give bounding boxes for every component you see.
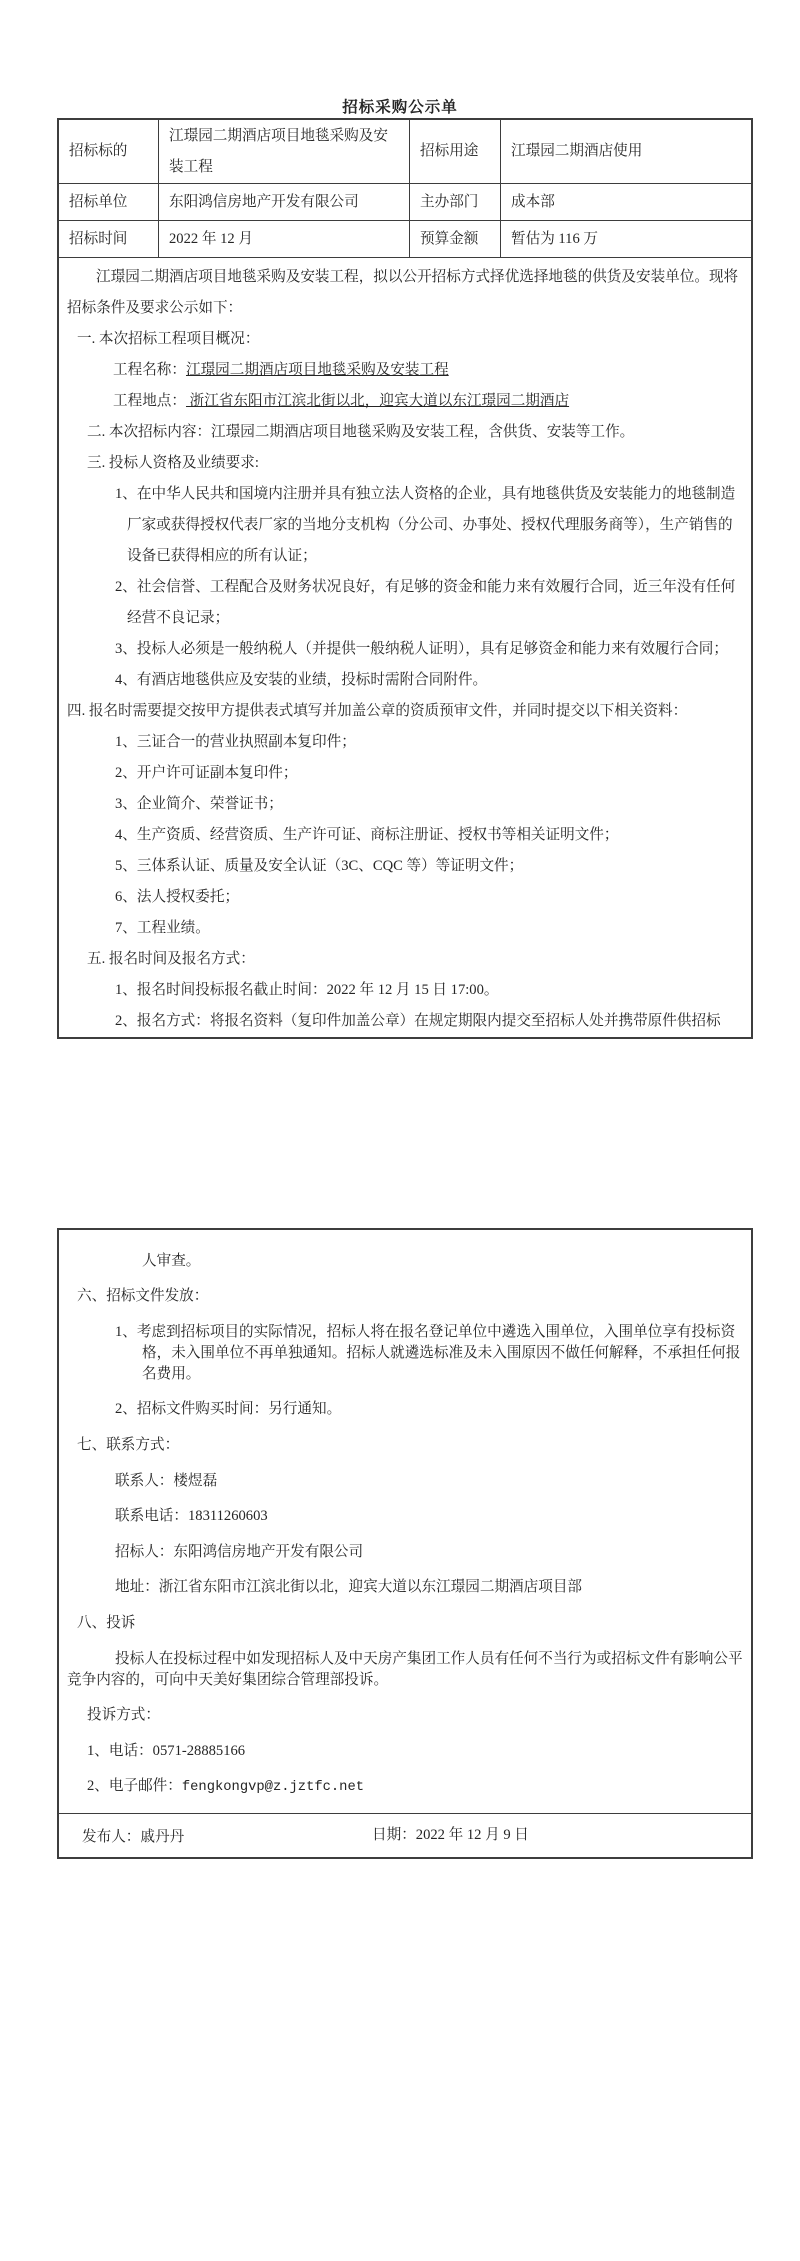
info-value-bid-time: 2022 年 12 月	[159, 221, 410, 257]
info-label-bid-time: 招标时间	[59, 221, 159, 257]
complaint-email-value: fengkongvp@z.jztfc.net	[181, 1780, 365, 1796]
complaint-email-line	[87, 1774, 743, 1795]
publisher-name: 发布人：戚丹丹	[82, 1829, 185, 1845]
info-label-bid-subject: 招标标的	[59, 120, 159, 183]
section-3-item: 3、投标人必须是一般纳税人（并提供一般纳税人证明），具有足够资金和能力来有效履行合同；	[115, 641, 728, 657]
info-value-bid-subject: 江璟园二期酒店项目地毯采购及安装工程	[159, 120, 410, 183]
section-4-item: 6、法人授权委托；	[115, 889, 240, 905]
publish-footer-row	[59, 1813, 751, 1857]
notice-body-page1	[59, 258, 751, 1037]
section-4-item: 3、企业简介、荣誉证书；	[115, 796, 283, 812]
document-title: 招标采购公示单	[342, 99, 458, 116]
section-4-item: 2、开户许可证副本复印件；	[115, 765, 298, 781]
continued-sentence: 人审查。	[142, 1252, 201, 1269]
info-value-bid-unit: 东阳鸿信房地产开发有限公司	[159, 184, 410, 220]
contact-phone-line: 联系电话：18311260603	[115, 1508, 268, 1525]
field-project-name-value: 江璟园二期酒店项目地毯采购及安装工程	[185, 362, 449, 378]
publish-date: 日期：2022 年 12 月 9 日	[372, 1827, 529, 1843]
section-4-item: 5、三体系认证、质量及安全认证（3C、CQC 等）等证明文件；	[115, 858, 524, 874]
section-5-item: 2、报名方式：将报名资料（复印件加盖公章）在规定期限内提交至招标人处并携带原件供招标	[115, 1013, 721, 1029]
section-8-heading: 八、投诉	[77, 1614, 136, 1631]
tenderer-line: 招标人：东阳鸿信房地产开发有限公司	[115, 1543, 364, 1560]
section-3-item: 2、社会信誉、工程配合及财务状况良好，有足够的资金和能力来有效履行合同，近三年没有任何经营不良记录；	[115, 579, 736, 626]
contact-person-line: 联系人：楼煜磊	[115, 1472, 218, 1489]
field-project-name	[113, 355, 743, 386]
field-project-name-label: 工程名称：	[113, 362, 186, 378]
section-1-heading: 一. 本次招标工程项目概况：	[77, 331, 260, 347]
section-3-item: 1、在中华人民共和国境内注册并具有独立法人资格的企业，具有地毯供货及安装能力的地毯制造厂家或获得授权代表厂家的当地分支机构（分公司、办事处、授权代理服务商等），生产销售的设备已获得相应的所有认证；	[115, 486, 736, 564]
info-value-budget: 暂估为 116 万	[511, 230, 599, 247]
section-5-heading: 五. 报名时间及报名方式：	[87, 951, 255, 967]
section-2-heading: 二. 本次招标内容：江璟园二期酒店项目地毯采购及安装工程，含供货、安装等工作。	[87, 424, 635, 440]
section-6-item: 1、考虑到招标项目的实际情况，招标人将在报名登记单位中遴选入围单位，入围单位享有投标资格，未入围单位不再单独通知。招标人就遴选标准及未入围原因不做任何解释，不承担任何报名费用。	[115, 1323, 741, 1382]
info-value-bid-purpose: 江璟园二期酒店使用	[511, 143, 643, 159]
section-4-item: 1、三证合一的营业执照副本复印件；	[115, 734, 356, 750]
section-4-item: 4、生产资质、经营资质、生产许可证、商标注册证、授权书等相关证明文件；	[115, 827, 619, 843]
info-label-bid-unit: 招标单位	[59, 184, 159, 220]
info-row-time	[59, 221, 751, 258]
complaint-paragraph: 投标人在投标过程中如发现招标人及中天房产集团工作人员有任何不当行为或招标文件有影响公平竞争内容的，可向中天美好集团综合管理部投诉。	[67, 1650, 743, 1688]
field-project-location	[113, 386, 743, 417]
info-row-subject	[59, 120, 751, 184]
notice-body-page2	[59, 1230, 751, 1813]
section-3-heading: 三. 投标人资格及业绩要求:	[87, 455, 259, 471]
info-label-budget: 预算金额	[410, 221, 501, 257]
notice-table-page2	[57, 1228, 753, 1859]
section-4-item: 7、工程业绩。	[115, 920, 210, 936]
info-value-host-department: 成本部	[511, 193, 555, 210]
complaint-method-label: 投诉方式：	[87, 1707, 160, 1724]
section-7-heading: 七、联系方式：	[77, 1436, 180, 1453]
section-6-heading: 六、招标文件发放：	[77, 1288, 209, 1305]
info-label-bid-purpose: 招标用途	[410, 120, 501, 183]
notice-table-page1	[57, 118, 753, 1039]
info-row-unit	[59, 184, 751, 221]
info-label-host-department: 主办部门	[410, 184, 501, 220]
complaint-phone-line: 1、电话：0571-28885166	[87, 1742, 246, 1759]
section-5-item: 1、报名时间投标报名截止时间：2022 年 12 月 15 日 17:00。	[115, 982, 499, 998]
section-4-heading: 四. 报名时需要提交按甲方提供表式填写并加盖公章的资质预审文件，并同时提交以下相关资料：	[67, 703, 688, 719]
section-3-item: 4、有酒店地毯供应及安装的业绩，投标时需附合同附件。	[115, 672, 488, 688]
address-line: 地址：浙江省东阳市江滨北街以北，迎宾大道以东江璟园二期酒店项目部	[115, 1579, 583, 1596]
complaint-email-label: 2、电子邮件：	[87, 1778, 182, 1795]
intro-paragraph: 江璟园二期酒店项目地毯采购及安装工程，拟以公开招标方式择优选择地毯的供货及安装单位。现将招标条件及要求公示如下：	[67, 269, 739, 316]
field-project-location-value: 浙江省东阳市江滨北街以北，迎宾大道以东江璟园二期酒店	[185, 393, 570, 409]
field-project-location-label: 工程地点：	[113, 393, 186, 409]
section-6-item: 2、招标文件购买时间：另行通知。	[115, 1401, 342, 1418]
